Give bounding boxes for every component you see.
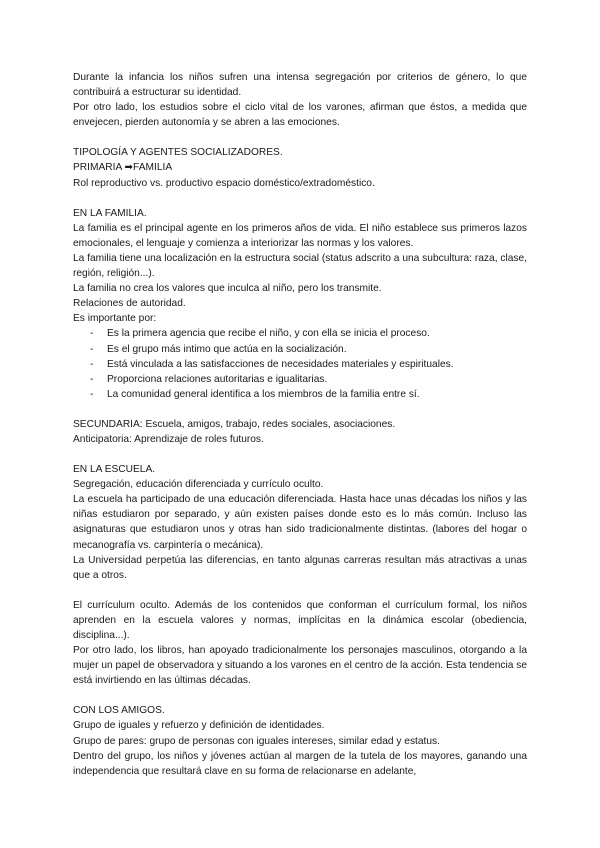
list-item: - Proporciona relaciones autoritarias e igualitarias.	[73, 372, 527, 387]
escuela-subheading: Segregación, educación diferenciada y currículo oculto.	[73, 479, 324, 491]
intro-paragraph-1: Durante la infancia los niños sufren una intensa segregación por criterios de género, lo que contribuirá a estructurar su identidad.	[73, 72, 527, 99]
familia-paragraph-4: Relaciones de autoridad.	[73, 298, 186, 310]
escuela-paragraph-1: La escuela ha participado de una educación diferenciada. Hasta hace unas décadas los niños y las niñas estudiaron por separado, y aún existen países donde esto es lo más común. Incluso las asignaturas que estudiaron unos y otras han sido tradicionalmente distintas. (labores del hogar o mecanografía vs. carpintería o mecánica).	[73, 494, 527, 551]
list-item: - Está vinculada a las satisfacciones de necesidades materiales y espirituales.	[73, 357, 527, 372]
familia-paragraph-3: La familia no crea los valores que inculca al niño, pero los transmite.	[73, 283, 382, 295]
intro-paragraph-2: Por otro lado, los estudios sobre el ciclo vital de los varones, afirman que éstos, a medida que envejecen, pierden autonomía y se abren a las emociones.	[73, 102, 527, 129]
list-item: - Es la primera agencia que recibe el niño, y con ella se inicia el proceso.	[73, 326, 527, 341]
familia-paragraph-5: Es importante por:	[73, 313, 157, 325]
primaria-line: PRIMARIA ➡FAMILIA	[73, 162, 173, 174]
familia-paragraph-1: La familia es el principal agente en los primeros años de vida. El niño establece sus primeros lazos emocionales, el lenguaje y comienza a interiorizar las normas y los valores.	[73, 222, 527, 249]
document-body	[73, 70, 527, 779]
escuela-paragraph-2: La Universidad perpetúa las diferencias, en tanto algunas carreras resultan más atractivas a unas que a otros.	[73, 554, 527, 581]
familia-paragraph-2: La familia tiene una localización en la estructura social (status adscrito a una subcultura: raza, clase, región, religión...).	[73, 252, 527, 280]
anticipatoria-line: Anticipatoria: Aprendizaje de roles futuros.	[73, 433, 264, 445]
amigos-paragraph-1: Grupo de iguales y refuerzo y definición de identidades.	[73, 720, 325, 732]
list-item: - La comunidad general identifica a los miembros de la familia entre sí.	[73, 387, 527, 402]
rol-line: Rol reproductivo vs. productivo espacio doméstico/extradoméstico.	[73, 177, 375, 189]
familia-list	[73, 326, 527, 401]
escuela-heading: EN LA ESCUELA.	[73, 464, 156, 476]
secundaria-line: SECUNDARIA: Escuela, amigos, trabajo, redes sociales, asociaciones.	[73, 418, 396, 430]
amigos-paragraph-3: Dentro del grupo, los niños y jóvenes actúan al margen de la tutela de los mayores, ganando una independencia que resultará clave en su forma de relacionarse en adelante,	[73, 750, 527, 777]
escuela-paragraph-4: Por otro lado, los libros, han apoyado tradicionalmente los personajes masculinos, otorgando a la mujer un papel de observadora y situando a los varones en el centro de la acción. Esta tendencia se está invirtiendo en las últimas décadas.	[73, 645, 527, 687]
escuela-paragraph-3: El currículum oculto. Además de los contenidos que conforman el currículum formal, los niños aprenden en la escuela valores y normas, implícitas en la dinámica escolar (obediencia, disciplina...).	[73, 599, 527, 641]
familia-heading: EN LA FAMILIA.	[73, 207, 147, 219]
amigos-paragraph-2: Grupo de pares: grupo de personas con iguales intereses, similar edad y estatus.	[73, 735, 440, 747]
amigos-heading: CON LOS AMIGOS.	[73, 705, 165, 717]
list-item: - Es el grupo más intimo que actúa en la socialización.	[73, 342, 527, 357]
tipologia-heading: TIPOLOGÍA Y AGENTES SOCIALIZADORES.	[73, 147, 283, 159]
